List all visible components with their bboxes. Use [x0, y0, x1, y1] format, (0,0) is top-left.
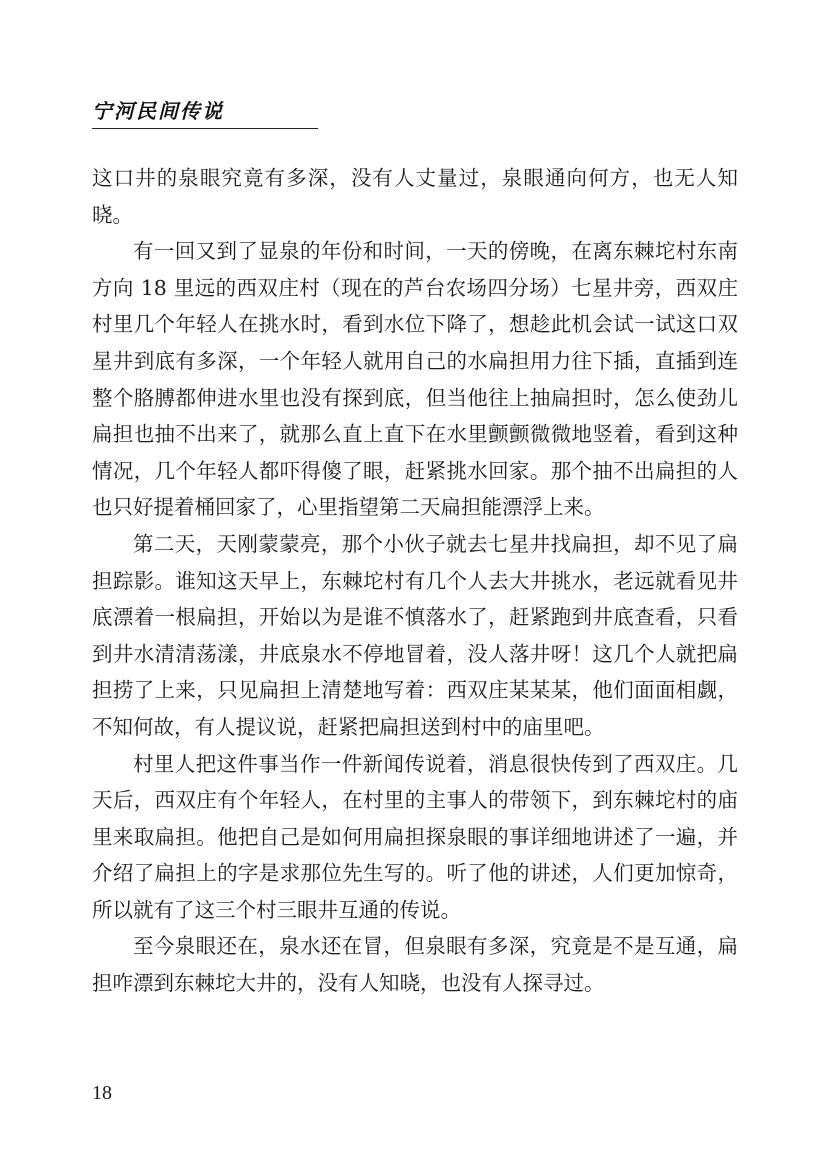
paragraph: 第二天，天刚蒙蒙亮，那个小伙子就去七星井找扁担，却不见了扁担踪影。谁知这天早上，东棘坨村有几个人去大井挑水，老远就看见井底漂着一根扁担，开始以为是谁不慎落水了，赶紧跑到井底查看，只看到井水清清荡漾，井底泉水不停地冒着，没人落井呀！这几个人就把扁担捞了上来，只见扁担上清楚地写着：西双庄某某某，他们面面相觑，不知何故，有人提议说，赶紧把扁担送到村中的庙里吧。 [92, 531, 738, 739]
paragraph-continuation: 这口井的泉眼究竟有多深，没有人丈量过，泉眼通向何方，也无人知晓。 [92, 166, 738, 227]
paragraph: 有一回又到了显泉的年份和时间，一天的傍晚，在离东棘坨村东南方向 18 里远的西双庄村（现在的芦台农场四分场）七星井旁，西双庄村里几个年轻人在挑水时，看到水位下降了，想趁此机会试一试这口双星井到底有多深，一个年轻人就用自己的水扁担用力往下插，直插到连整个胳膊都伸进水里也没有探到底，但当他往上抽扁担时，怎么使劲儿扁担也抽不出来了，就那么直上直下在水里颤颤微微地竖着，看到这种情况，几个年轻人都吓得傻了眼，赶紧挑水回家。那个抽不出扁担的人也只好提着桶回家了，心里指望第二天扁担能漂浮上来。 [92, 239, 738, 520]
page-number: 18 [92, 1082, 112, 1104]
body-text [92, 160, 738, 1002]
paragraph: 村里人把这件事当作一件新闻传说着，消息很快传到了西双庄。几天后，西双庄有个年轻人，在村里的主事人的带领下，到东棘坨村的庙里来取扁担。他把自己是如何用扁担探泉眼的事详细地讲述了一遍，并介绍了扁担上的字是求那位先生写的。听了他的讲述，人们更加惊奇，所以就有了这三个村三眼井互通的传说。 [92, 751, 738, 922]
running-header [92, 98, 318, 129]
book-title: 宁河民间传说 [92, 99, 224, 123]
paragraph: 至今泉眼还在，泉水还在冒，但泉眼有多深，究竟是不是互通，扁担咋漂到东棘坨大井的，没有人知晓，也没有人探寻过。 [92, 934, 738, 996]
